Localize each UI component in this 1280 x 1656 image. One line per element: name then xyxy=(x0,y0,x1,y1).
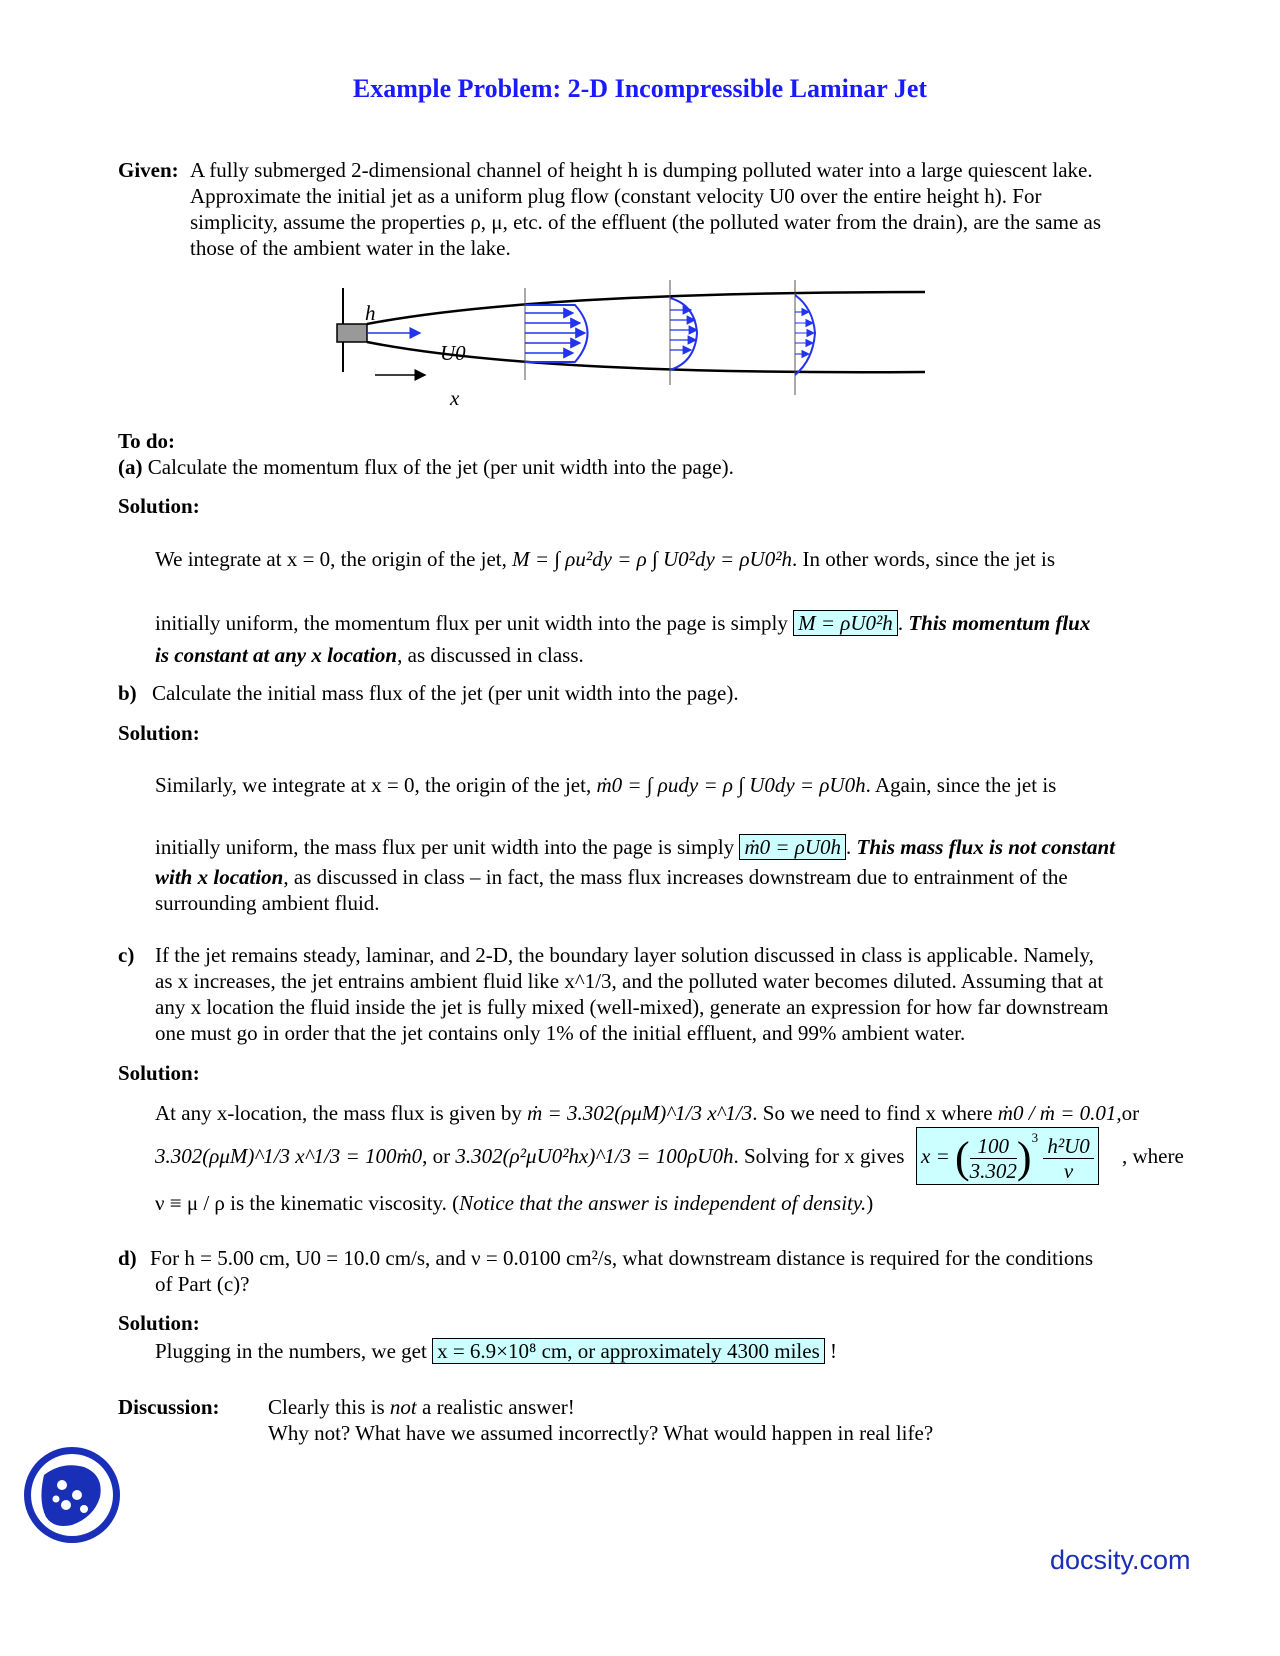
mass-integral-eq: ṁ0 = ∫ ρudy = ρ ∫ U0dy = ρU0h xyxy=(596,773,866,797)
channel-outlet xyxy=(337,324,367,342)
part-c-label: c) xyxy=(118,943,135,967)
momentum-integral-eq: M = ∫ ρu²dy = ρ ∫ U0²dy = ρU0²h xyxy=(512,547,792,571)
discussion-line-1: Clearly this is not a realistic answer! xyxy=(268,1395,575,1419)
solution-d-label: Solution: xyxy=(118,1311,200,1335)
solution-a-label: Solution: xyxy=(118,494,200,518)
solution-d-line: Plugging in the numbers, we get x = 6.9×10⁸ cm, or approximately 4300 miles ! xyxy=(155,1339,838,1363)
solution-a-line-3: is constant at any x location, as discussed in class. xyxy=(155,643,584,667)
ratio-fraction: $\frac{100}{3.302}$ xyxy=(969,1133,1017,1183)
diagram-label-x: x xyxy=(450,386,460,410)
given-line-3: simplicity, assume the properties ρ, μ, etc. of the effluent (the polluted water from the drain), are the same as xyxy=(190,210,1102,234)
part-c-text: If the jet remains steady, laminar, and 2-D, the boundary layer solution discussed in class is applicable. Namely, as x increases, the jet entrains ambient fluid like x^1/3, and the polluted water becomes diluted. Assuming that at any x location the fluid inside the jet is fully mixed (well-mixed), generate an expression for how far downstream one must go in order that the jet contains only 1% of the initial effluent, and 99% ambient water. xyxy=(155,943,1109,1045)
part-d: d) For h = 5.00 cm, U0 = 10.0 cm/s, and ν = 0.0100 cm²/s, what downstream distance is required for the conditions xyxy=(118,1246,1094,1270)
solution-c-line-3: ν ≡ μ / ρ is the kinematic viscosity. (Notice that the answer is independent of density.) xyxy=(155,1191,874,1215)
diagram-label-u: U0 xyxy=(440,341,466,365)
solution-c-line-2: 3.302(ρμM)^1/3 x^1/3 = 100ṁ0, or 3.302(ρ²μU0²hx)^1/3 = 100ρU0h. Solving for x gives xyxy=(155,1144,905,1168)
solution-b-line-4: surrounding ambient fluid. xyxy=(155,891,380,915)
solution-b-line-1: Similarly, we integrate at x = 0, the origin of the jet, ṁ0 = ∫ ρudy = ρ ∫ U0dy = ρU0h. Again, since the jet is xyxy=(155,773,1057,797)
discussion-label: Discussion: xyxy=(118,1395,220,1419)
given-line-2: Approximate the initial jet as a uniform plug flow (constant velocity U0 over the entire height h). For xyxy=(190,184,1042,208)
solution-b-line-3: with x location, as discussed in class – in fact, the mass flux increases downstream due to entrainment of the xyxy=(155,865,1068,889)
given-label: Given: xyxy=(118,158,179,182)
solution-b-label: Solution: xyxy=(118,721,200,745)
solution-b-line-2: initially uniform, the mass flux per unit width into the page is simply ṁ0 = ρU0h . This mass flux is not constant xyxy=(155,835,1116,859)
solution-a-line-2: initially uniform, the momentum flux per unit width into the page is simply M = ρU0²h . This momentum flux xyxy=(155,611,1091,635)
jet-diagram xyxy=(335,280,975,410)
where-text: , where xyxy=(1122,1144,1184,1168)
given-text xyxy=(190,157,1250,261)
solution-a-line-1: We integrate at x = 0, the origin of the jet, M = ∫ ρu²dy = ρ ∫ U0²dy = ρU0²h. In other words, since the jet is xyxy=(155,547,1056,571)
mass-flux-result: ṁ0 = ρU0h xyxy=(739,834,846,860)
todo-label: To do: xyxy=(118,429,176,453)
diagram-label-h: h xyxy=(365,301,376,325)
h2u0-over-nu: $\frac{\text{h²U0}}{\nu}$ xyxy=(1043,1134,1093,1183)
discussion-line-2: Why not? What have we assumed incorrectly? What would happen in real life? xyxy=(268,1421,934,1445)
todo-a-label: (a) xyxy=(118,455,143,479)
solution-c-label: Solution: xyxy=(118,1061,200,1085)
page-title: Example Problem: 2-D Incompressible Laminar Jet xyxy=(352,74,928,103)
todo-a xyxy=(118,454,734,480)
part-d-line-2: of Part (c)? xyxy=(155,1272,250,1296)
given-line-1: A fully submerged 2-dimensional channel of height h is dumping polluted water into a large quiescent lake. xyxy=(190,158,1093,182)
solution-c-line-1: At any x-location, the mass flux is given by ṁ = 3.302(ρμM)^1/3 x^1/3. So we need to find x where ṁ0 / ṁ = 0.01,or xyxy=(155,1101,1140,1125)
docsity-logo-icon xyxy=(22,1445,122,1545)
given-line-4: those of the ambient water in the lake. xyxy=(190,236,511,260)
todo-a-text: Calculate the momentum flux of the jet (per unit width into the page). xyxy=(147,455,734,479)
momentum-flux-result: M = ρU0²h xyxy=(793,610,898,636)
part-b: b) Calculate the initial mass flux of the jet (per unit width into the page). xyxy=(118,681,739,705)
brand-link[interactable]: docsity.com xyxy=(1050,1545,1191,1575)
distance-result-box: x = ( $\frac{100}{3.302}$ )$^3$ $\frac{\text{h²U0}}{\nu}$ xyxy=(916,1127,1099,1185)
final-distance-result: x = 6.9×10⁸ cm, or approximately 4300 miles xyxy=(432,1338,825,1364)
